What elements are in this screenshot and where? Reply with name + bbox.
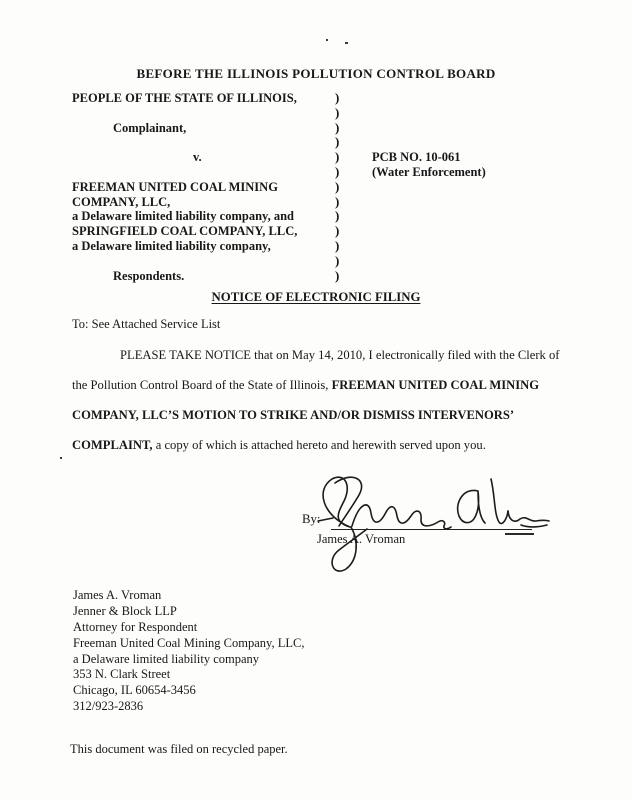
notice-heading-text: NOTICE OF ELECTRONIC FILING xyxy=(211,290,421,304)
party-line: a Delaware limited liability company, and xyxy=(72,209,294,224)
party-line: Complainant, xyxy=(113,120,187,135)
paren: ) xyxy=(335,134,340,150)
paren: ) xyxy=(335,223,340,239)
address-line: Chicago, IL 60654-3456 xyxy=(73,683,196,698)
body-paragraph-line xyxy=(72,408,582,423)
address-line: 312/923-2836 xyxy=(73,699,144,714)
party-line xyxy=(72,135,372,150)
party-line: Respondents. xyxy=(113,268,185,283)
party-line: COMPANY, LLC, xyxy=(72,194,171,209)
attorney-address-block xyxy=(73,588,304,715)
case-caption xyxy=(72,91,592,287)
notice-heading xyxy=(0,290,632,305)
caption-paren-column xyxy=(335,91,339,283)
signature-line xyxy=(331,529,532,530)
handwritten-signature-icon xyxy=(295,470,555,578)
paren: ) xyxy=(335,193,340,209)
party-line: a Delaware limited liability company, xyxy=(72,238,271,253)
body-paragraph-line xyxy=(72,438,582,453)
party-line xyxy=(72,106,372,121)
service-list-line: To: See Attached Service List xyxy=(72,317,221,331)
typed-signer-name: James A. Vroman xyxy=(317,532,406,546)
party-line: FREEMAN UNITED COAL MINING xyxy=(72,179,278,194)
paren: ) xyxy=(335,252,340,268)
case-number-block xyxy=(372,150,486,180)
address-line: James A. Vroman xyxy=(73,588,162,602)
body-text: PLEASE TAKE NOTICE that on May 14, 2010, I electronically filed with the Clerk of xyxy=(120,348,560,362)
recycled-paper-footer: This document was filed on recycled paper. xyxy=(70,742,288,756)
signature-line-tail xyxy=(505,533,534,535)
case-number: PCB NO. 10-061 xyxy=(372,150,461,164)
paren: ) xyxy=(335,119,340,135)
paren: ) xyxy=(335,178,340,194)
paren: ) xyxy=(335,149,340,165)
party-line xyxy=(72,165,372,180)
court-title: BEFORE THE ILLINOIS POLLUTION CONTROL BOARD xyxy=(136,66,496,81)
body-paragraph-line xyxy=(72,348,630,363)
party-line: SPRINGFIELD COAL COMPANY, LLC, xyxy=(72,224,298,239)
party-line: PEOPLE OF THE STATE OF ILLINOIS, xyxy=(72,91,297,105)
party-line: v. xyxy=(193,150,202,165)
address-line: a Delaware limited liability company xyxy=(73,651,260,666)
address-line: Jenner & Block LLP xyxy=(73,603,177,618)
body-text: a copy of which is attached hereto and herewith served upon you. xyxy=(152,438,486,452)
body-text-bold: COMPANY, LLC’S MOTION TO STRIKE AND/OR DISMISS INTERVENORS’ xyxy=(72,408,515,422)
paren: ) xyxy=(335,267,340,283)
scan-artifact-dot xyxy=(345,42,348,44)
address-line: 353 N. Clark Street xyxy=(73,667,171,682)
case-type: (Water Enforcement) xyxy=(372,164,486,179)
paren: ) xyxy=(335,90,340,105)
address-line: Attorney for Respondent xyxy=(73,619,198,634)
paren: ) xyxy=(335,208,340,224)
paren: ) xyxy=(335,237,340,253)
address-line: Freeman United Coal Mining Company, LLC, xyxy=(73,635,305,650)
body-text-bold: FREEMAN UNITED COAL MINING xyxy=(331,378,540,392)
body-text-bold: COMPLAINT, xyxy=(72,438,153,452)
body-paragraph-line xyxy=(72,378,582,393)
scan-artifact-dot xyxy=(326,39,328,41)
body-text: the Pollution Control Board of the State of Illinois, xyxy=(72,378,332,392)
paren: ) xyxy=(335,163,340,179)
scan-artifact-dot xyxy=(60,457,62,459)
party-line xyxy=(72,254,372,269)
caption-parties xyxy=(72,91,372,283)
paren: ) xyxy=(335,104,340,120)
by-label: By: xyxy=(302,512,321,526)
